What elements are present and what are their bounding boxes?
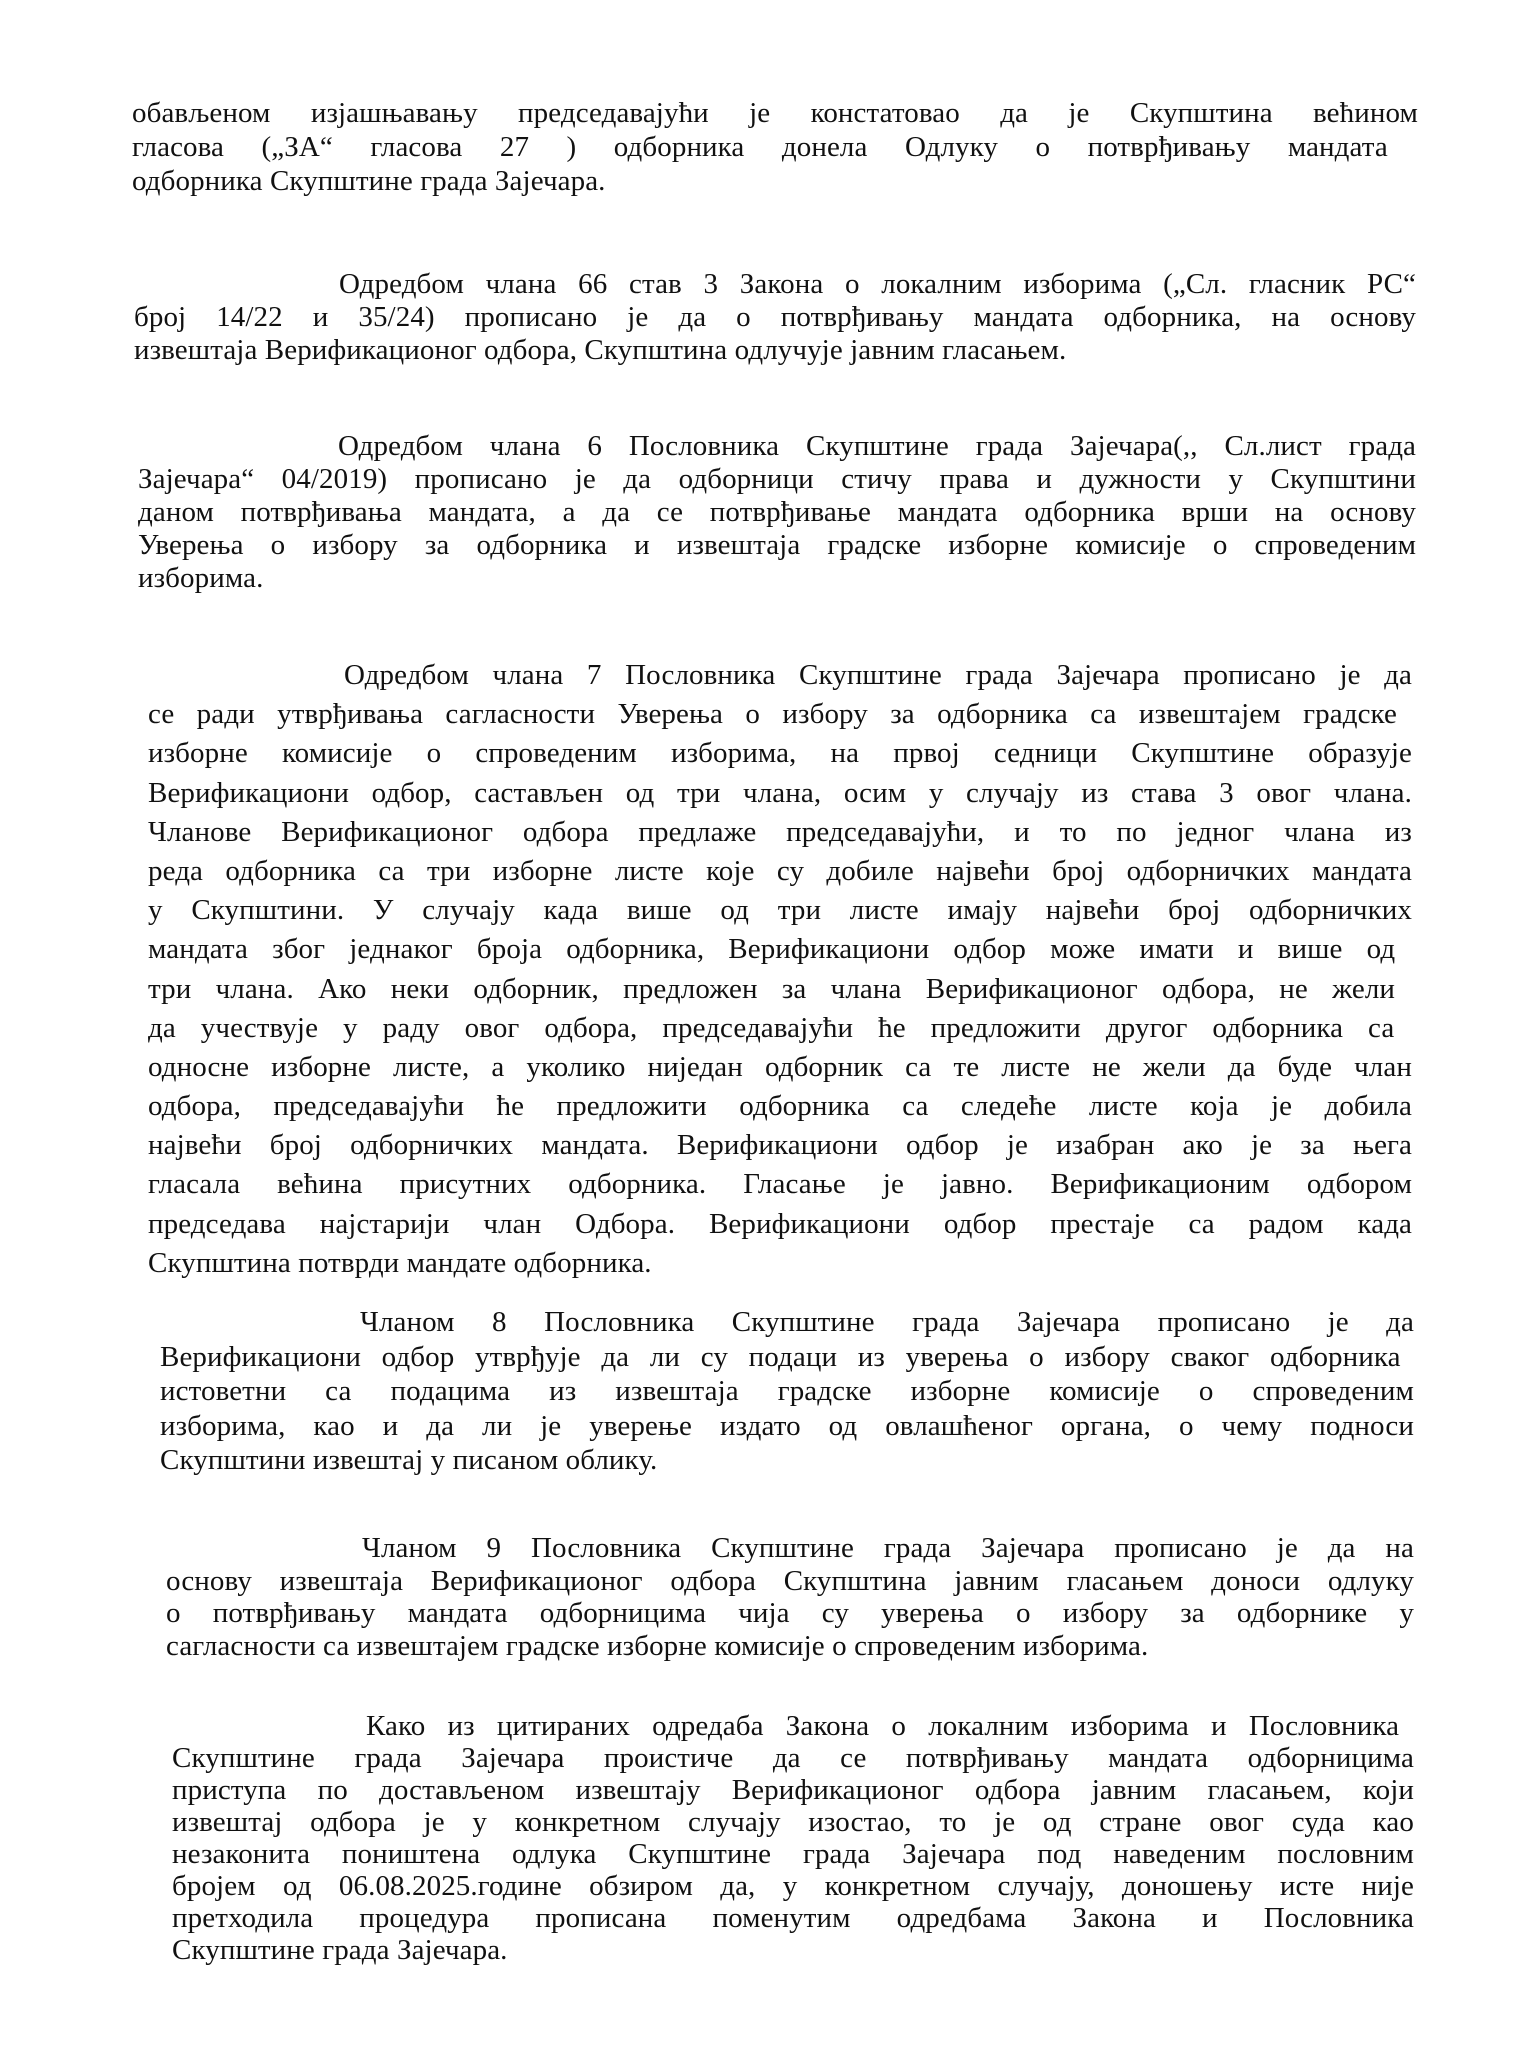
text-line: Верификациони одбор, састављен од три члана, осим у случају из става 3 овог члана. xyxy=(148,776,1412,809)
paragraph-court-conclusion xyxy=(172,1710,1414,1966)
text-line: се ради утврђивања сагласности Уверења о избору за одборника са извештајем градске xyxy=(148,698,1397,731)
text-line: извештаја Верификационог одбора, Скупштина одлучује јавним гласањем. xyxy=(134,334,1067,366)
text-line: извештај одбора је у конкретном случају изостао, то је од стране овог суда као xyxy=(172,1806,1414,1838)
paragraph-article-9-rules-of-procedure xyxy=(166,1532,1414,1662)
text-line: гласала већина присутних одборника. Гласање је јавно. Верификационим одбором xyxy=(148,1168,1412,1201)
text-line: сагласности са извештајем градске изборне комисије о спроведеним изборима. xyxy=(166,1629,1149,1662)
text-line: изборима. xyxy=(138,562,264,594)
text-line: број 14/22 и 35/24) прописано је да о потврђивању мандата одборника, на основу xyxy=(134,301,1416,333)
text-line: Верификациони одбор утврђује да ли су подаци из уверења о избору сваког одборника xyxy=(160,1340,1401,1373)
text-line: даном потврђивања мандата, а да се потврђивање мандата одборника врши на основу xyxy=(138,496,1416,528)
text-line: Како из цитираних одредаба Закона о локалним изборима и Пословника xyxy=(366,1710,1400,1742)
text-line: Скупштини извештај у писаном облику. xyxy=(160,1444,658,1476)
text-line: највећи број одборничких мандата. Верификациони одбор је изабран ако је за њега xyxy=(148,1129,1412,1162)
text-line: изборне комисије о спроведеним изборима, на првој седници Скупштине образује xyxy=(148,737,1412,770)
text-line: истоветни са подацима из извештаја градске изборне комисије о спроведеним xyxy=(160,1375,1414,1407)
paragraph-assembly-decision xyxy=(132,96,1418,198)
text-line: Одредбом члана 6 Пословника Скупштине града Зајечара(,, Сл.лист града xyxy=(338,430,1416,462)
text-line: да учествује у раду овог одбора, председавајући ће предложити другог одборника са xyxy=(148,1011,1395,1044)
text-line: односне изборне листе, а уколико ниједан одборник са те листе не жели да буде члан xyxy=(148,1050,1412,1083)
text-line: реда одборника са три изборне листе које су добиле највећи број одборничких мандата xyxy=(148,854,1412,887)
paragraph-article-7-verification-committee xyxy=(148,656,1412,1283)
text-line: приступа по достављеном извештају Верификационог одбора јавним гласањем, који xyxy=(172,1774,1414,1806)
text-line: изборима, као и да ли је уверење издато од овлашћеног органа, о чему подноси xyxy=(160,1409,1414,1442)
text-line: незаконита поништена одлука Скупштине града Зајечара под наведеним пословним xyxy=(172,1838,1414,1870)
text-line: мандата због једнаког броја одборника, Верификациони одбор може имати и више од xyxy=(148,933,1396,966)
text-line: одбора, председавајући ће предложити одборника са следеће листе која је добила xyxy=(148,1090,1412,1123)
text-line: претходила процедура прописана поменутим одредбама Закона и Пословника xyxy=(172,1902,1414,1934)
paragraph-article-66-local-elections-law xyxy=(134,268,1416,367)
paragraph-article-8-rules-of-procedure xyxy=(160,1305,1414,1478)
text-line: Уверења о избору за одборника и извештаја градске изборне комисије о спроведеним xyxy=(138,529,1416,561)
text-line: обављеном изјашњавању председавајући је констатовао да је Скупштина већином xyxy=(132,97,1418,129)
text-line: Скупштине града Зајечара. xyxy=(172,1934,508,1966)
text-line: основу извештаја Верификационог одбора Скупштина јавним гласањем доноси одлуку xyxy=(166,1564,1414,1597)
text-line: Чланове Верификационог одбора предлаже председавајући, и то по једног члана из xyxy=(148,815,1412,848)
text-line: бројем од 06.08.2025.године обзиром да, у конкретном случају, доношењу исте није xyxy=(172,1870,1414,1902)
text-line: три члана. Ако неки одборник, предложен за члана Верификационог одбора, не жели xyxy=(148,972,1396,1005)
text-line: Чланом 8 Пословника Скупштине града Зајечара прописано је да xyxy=(360,1306,1414,1338)
text-line: Чланом 9 Пословника Скупштине града Зајечара прописано је да на xyxy=(362,1532,1414,1564)
text-line: Скупштине града Зајечара проистиче да се потврђивању мандата одборницима xyxy=(172,1742,1414,1774)
text-line: председава најстарији члан Одбора. Верификациони одбор престаје са радом када xyxy=(148,1207,1412,1240)
text-line: одборника Скупштине града Зајечара. xyxy=(132,165,606,197)
paragraph-article-6-rules-of-procedure xyxy=(138,430,1416,595)
text-line: Одредбом члана 66 став 3 Закона о локалним изборима („Сл. гласник РС“ xyxy=(339,268,1416,300)
text-line: Скупштина потврди мандате одборника. xyxy=(148,1246,652,1279)
text-line: Одредбом члана 7 Пословника Скупштине града Зајечара прописано је да xyxy=(344,659,1412,691)
text-line: гласова („ЗА“ гласова 27 ) одборника донела Одлуку о потврђивању мандата xyxy=(132,131,1388,163)
text-line: Зајечара“ 04/2019) прописано је да одборници стичу права и дужности у Скупштини xyxy=(138,463,1416,495)
text-line: у Скупштини. У случају када више од три листе имају највећи број одборничких xyxy=(148,894,1412,927)
text-line: о потврђивању мандата одборницима чија су уверења о избору за одборнике у xyxy=(166,1597,1414,1629)
